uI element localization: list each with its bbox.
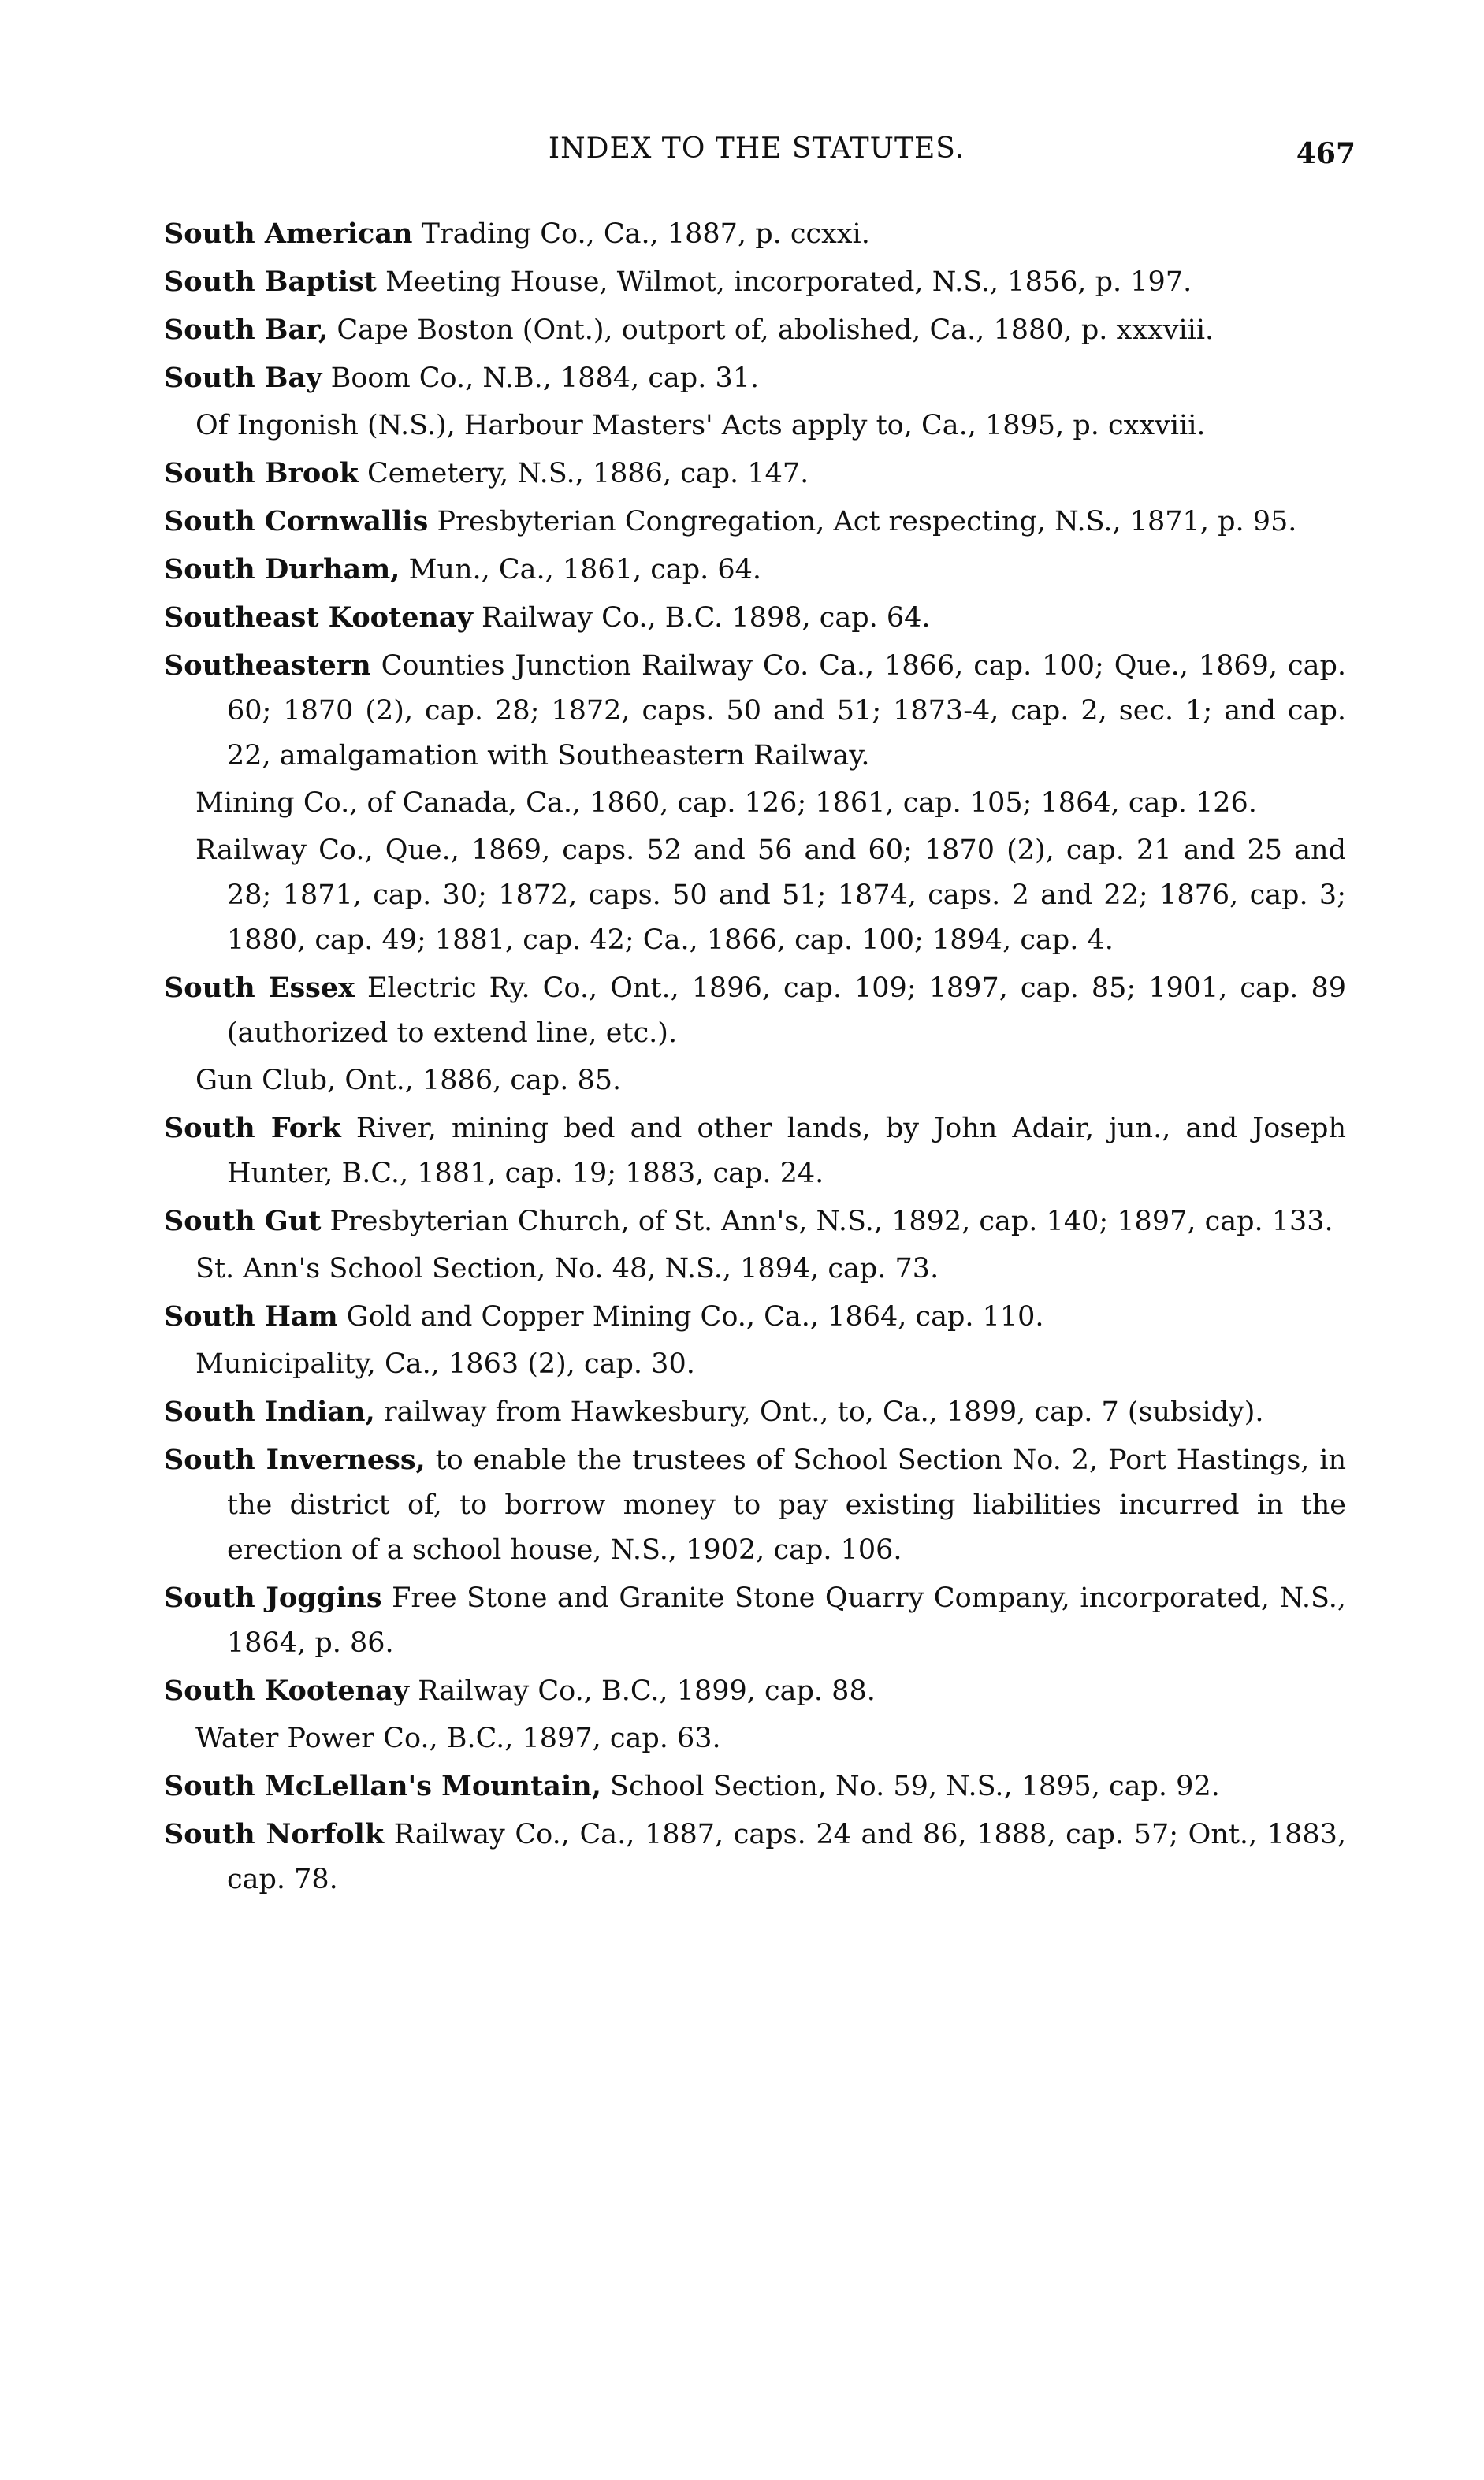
index-entries xyxy=(164,211,1346,1905)
index-entry xyxy=(164,1294,1346,1340)
entry-text: Railway Co., B.C. 1898, cap. 64. xyxy=(472,602,931,634)
index-entry xyxy=(164,965,1346,1056)
index-entry xyxy=(164,1668,1346,1714)
entry-heading: South Cornwallis xyxy=(164,505,429,537)
entry-text: Railway Co., B.C., 1899, cap. 88. xyxy=(409,1675,876,1707)
entry-heading: South Durham, xyxy=(164,553,400,586)
index-subentry xyxy=(164,781,1346,826)
entry-text: to enable the trustees of School Section No. 2, Port Hastings, in the district of, to borrow money to pay existing liabilities incurred in the erection of a school house, N.S., 1902, cap. 106. xyxy=(227,1444,1346,1566)
index-entry xyxy=(164,1764,1346,1809)
entry-text: Water Power Co., B.C., 1897, cap. 63. xyxy=(195,1723,721,1754)
entry-heading: Southeastern xyxy=(164,649,371,682)
index-entry xyxy=(164,1389,1346,1435)
entry-text: railway from Hawkesbury, Ont., to, Ca., 1899, cap. 7 (subsidy). xyxy=(374,1396,1264,1428)
index-entry xyxy=(164,211,1346,257)
page-number: 467 xyxy=(1296,137,1356,170)
entry-heading: South Joggins xyxy=(164,1582,382,1614)
entry-text: Boom Co., N.B., 1884, cap. 31. xyxy=(322,363,760,394)
index-entry xyxy=(164,1575,1346,1666)
entry-heading: Southeast Kootenay xyxy=(164,601,473,634)
index-entry xyxy=(164,1437,1346,1573)
entry-text: Railway Co., Que., 1869, caps. 52 and 56 and 60; 1870 (2), cap. 21 and 25 and 28; 1871, cap. 30; 1872, caps. 50 and 51; 1874, caps. 2 and 22; 1876, cap. 3; 1880, cap. 49; 1881, cap. 42; Ca., 1866, cap. 100; 1894, cap. 4. xyxy=(195,835,1346,956)
index-subentry xyxy=(164,403,1346,448)
entry-text: Gun Club, Ont., 1886, cap. 85. xyxy=(195,1065,622,1096)
entry-text: St. Ann's School Section, No. 48, N.S., 1894, cap. 73. xyxy=(195,1253,939,1285)
index-entry xyxy=(164,259,1346,305)
running-title: INDEX TO THE STATUTES. xyxy=(548,132,965,165)
entry-heading: South Indian, xyxy=(164,1396,375,1428)
index-subentry xyxy=(164,1247,1346,1292)
entry-heading: South Ham xyxy=(164,1300,338,1333)
entry-text: Electric Ry. Co., Ont., 1896, cap. 109; 1897, cap. 85; 1901, cap. 89 (authorized to extend line, etc.). xyxy=(227,972,1346,1049)
index-subentry xyxy=(164,1716,1346,1761)
index-entry xyxy=(164,595,1346,641)
entry-text: Presbyterian Congregation, Act respecting, N.S., 1871, p. 95. xyxy=(428,506,1297,537)
index-entry xyxy=(164,451,1346,496)
index-subentry xyxy=(164,1342,1346,1387)
entry-text: Cemetery, N.S., 1886, cap. 147. xyxy=(358,458,809,489)
index-entry xyxy=(164,1199,1346,1244)
entry-text: Gold and Copper Mining Co., Ca., 1864, cap. 110. xyxy=(337,1301,1044,1333)
entry-heading: South Bay xyxy=(164,362,322,394)
entry-heading: South Baptist xyxy=(164,266,377,298)
index-entry xyxy=(164,355,1346,401)
entry-heading: South McLellan's Mountain, xyxy=(164,1770,601,1802)
entry-text: Railway Co., Ca., 1887, caps. 24 and 86, 1888, cap. 57; Ont., 1883, cap. 78. xyxy=(227,1819,1347,1895)
entry-heading: South Gut xyxy=(164,1205,322,1237)
entry-text: Municipality, Ca., 1863 (2), cap. 30. xyxy=(195,1348,695,1380)
entry-text: Trading Co., Ca., 1887, p. ccxxi. xyxy=(412,218,870,250)
index-entry xyxy=(164,499,1346,545)
entry-text: Of Ingonish (N.S.), Harbour Masters' Acts apply to, Ca., 1895, p. cxxviii. xyxy=(195,410,1206,441)
entry-text: Mun., Ca., 1861, cap. 64. xyxy=(400,554,762,586)
entry-heading: South Norfolk xyxy=(164,1818,385,1850)
index-subentry xyxy=(164,828,1346,963)
index-entry xyxy=(164,1106,1346,1196)
entry-heading: South Bar, xyxy=(164,314,329,346)
entry-text: Counties Junction Railway Co. Ca., 1866, cap. 100; Que., 1869, cap. 60; 1870 (2), cap. 28; 1872, caps. 50 and 51; 1873-4, cap. 2, sec. 1; and cap. 22, amalgamation with Southeastern Railway. xyxy=(227,650,1346,772)
index-entry xyxy=(164,307,1346,353)
index-entry xyxy=(164,1812,1346,1902)
entry-heading: South Inverness, xyxy=(164,1444,426,1476)
entry-heading: South American xyxy=(164,218,413,250)
entry-text: River, mining bed and other lands, by John Adair, jun., and Joseph Hunter, B.C., 1881, cap. 19; 1883, cap. 24. xyxy=(227,1113,1346,1189)
entry-text: Mining Co., of Canada, Ca., 1860, cap. 126; 1861, cap. 105; 1864, cap. 126. xyxy=(195,787,1257,819)
entry-text: School Section, No. 59, N.S., 1895, cap. 92. xyxy=(601,1771,1220,1802)
entry-text: Meeting House, Wilmot, incorporated, N.S., 1856, p. 197. xyxy=(376,266,1192,298)
entry-heading: South Fork xyxy=(164,1112,341,1144)
entry-heading: South Essex xyxy=(164,972,355,1004)
entry-text: Cape Boston (Ont.), outport of, abolished, Ca., 1880, p. xxxviii. xyxy=(328,314,1214,346)
entry-text: Presbyterian Church, of St. Ann's, N.S., 1892, cap. 140; 1897, cap. 133. xyxy=(321,1206,1333,1237)
index-entry xyxy=(164,547,1346,593)
page-header xyxy=(158,132,1356,180)
entry-heading: South Kootenay xyxy=(164,1675,410,1707)
index-subentry xyxy=(164,1058,1346,1103)
entry-text: Free Stone and Granite Stone Quarry Company, incorporated, N.S., 1864, p. 86. xyxy=(227,1582,1346,1659)
entry-heading: South Brook xyxy=(164,457,359,489)
index-entry xyxy=(164,643,1346,779)
